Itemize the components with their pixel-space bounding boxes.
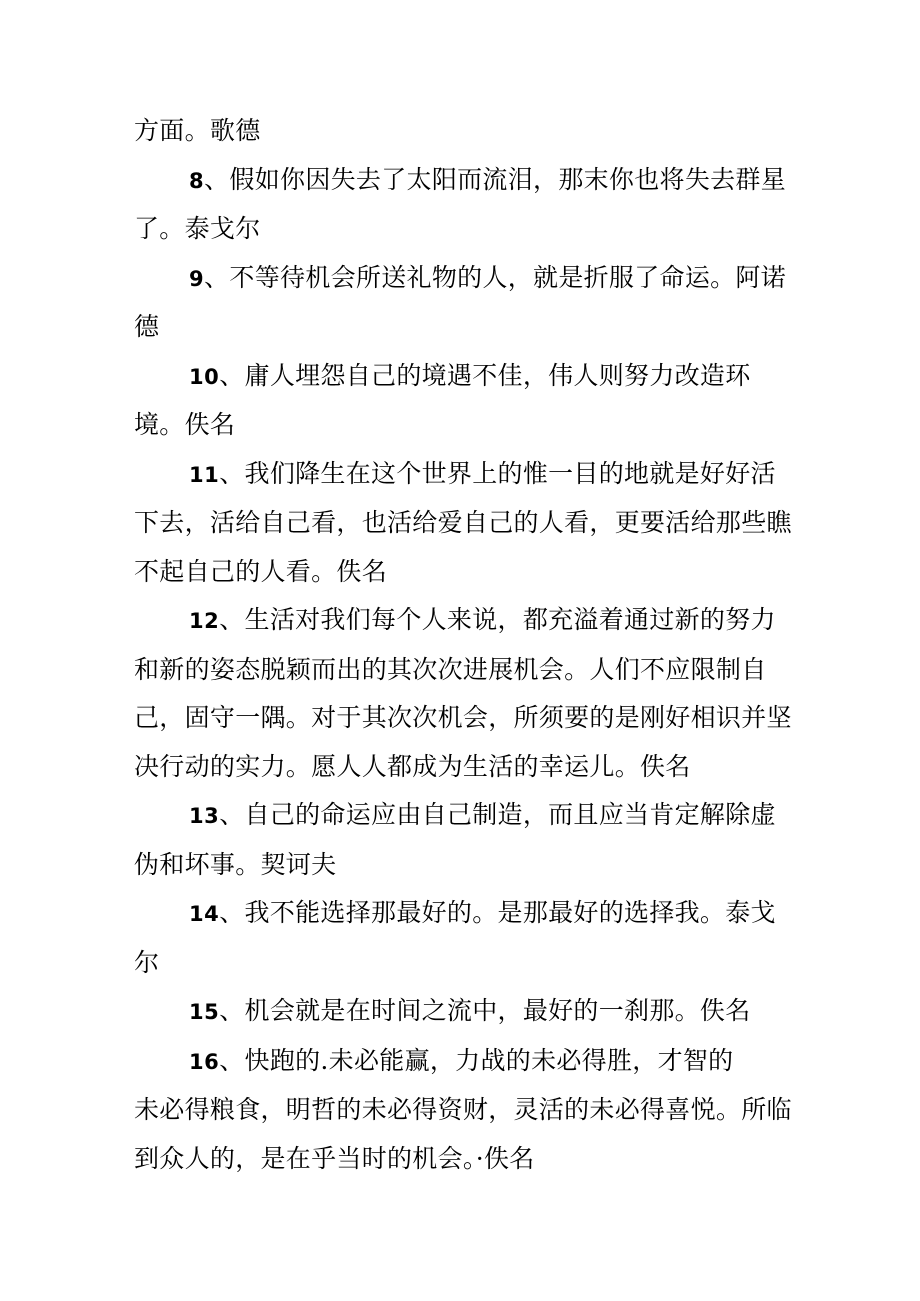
quote-11 — [134, 450, 794, 597]
paragraph-text: 方面。歌德 — [134, 116, 261, 145]
quote-number: 11 — [189, 462, 220, 487]
quote-text: 、生活对我们每个人来说，都充溢着通过新的努力和新的姿态脱颖而出的其次次进展机会。人们不应限制自己，固守一隅。对于其次次机会，所须要的是刚好相识并坚决行动的实力。愿人人都成为生活的幸运儿。佚名 — [134, 605, 792, 781]
quote-10 — [134, 352, 794, 450]
quote-9 — [134, 254, 794, 352]
quote-text: 、快跑的.未必能赢，力战的未必得胜，才智的 — [219, 1045, 734, 1075]
quote-8 — [134, 156, 794, 254]
quote-number: 13 — [189, 804, 220, 828]
quote-14 — [134, 889, 794, 987]
paragraph-fragment — [134, 107, 794, 156]
quote-number: 8 — [189, 168, 205, 193]
quote-text: 、自己的命运应由自己制造，而且应当肯定解除虚伪和坏事。契诃夫 — [134, 800, 776, 879]
quote-text: 、机会就是在时间之流中，最好的一刹那。佚名 — [219, 996, 751, 1025]
quote-text: 、不等待机会所送礼物的人，就是折服了命运。阿诺德 — [134, 262, 787, 341]
paragraph-text: 未必得粮食，明哲的未必得资财，灵活的未必得喜悦。所临到众人的，是在乎当时的机会。·佚名 — [134, 1095, 792, 1173]
quote-12 — [134, 596, 794, 791]
quote-text: 、庸人埋怨自己的境遇不佳，伟人则努力改造环境。佚名 — [134, 360, 751, 439]
quote-text: 、我们降生在这个世界上的惟一目的地就是好好活下去，活给自己看，也活给爱自己的人看，更要活给那些瞧不起自己的人看。佚名 — [134, 458, 792, 586]
quote-15 — [134, 987, 794, 1037]
quote-number: 16 — [189, 1049, 220, 1074]
quote-16 — [134, 1037, 794, 1087]
quote-number: 9 — [189, 266, 205, 291]
document-body — [134, 107, 794, 1183]
quote-16-continuation — [134, 1086, 794, 1183]
quote-number: 10 — [189, 364, 220, 389]
quote-number: 15 — [189, 1000, 220, 1024]
quote-text: 、假如你因失去了太阳而流泪，那末你也将失去群星了。泰戈尔 — [134, 164, 787, 243]
quote-number: 12 — [189, 609, 220, 633]
quote-13 — [134, 791, 794, 889]
quote-number: 14 — [189, 902, 220, 926]
quote-text: 、我不能选择那最好的。是那最好的选择我。泰戈尔 — [134, 898, 776, 977]
